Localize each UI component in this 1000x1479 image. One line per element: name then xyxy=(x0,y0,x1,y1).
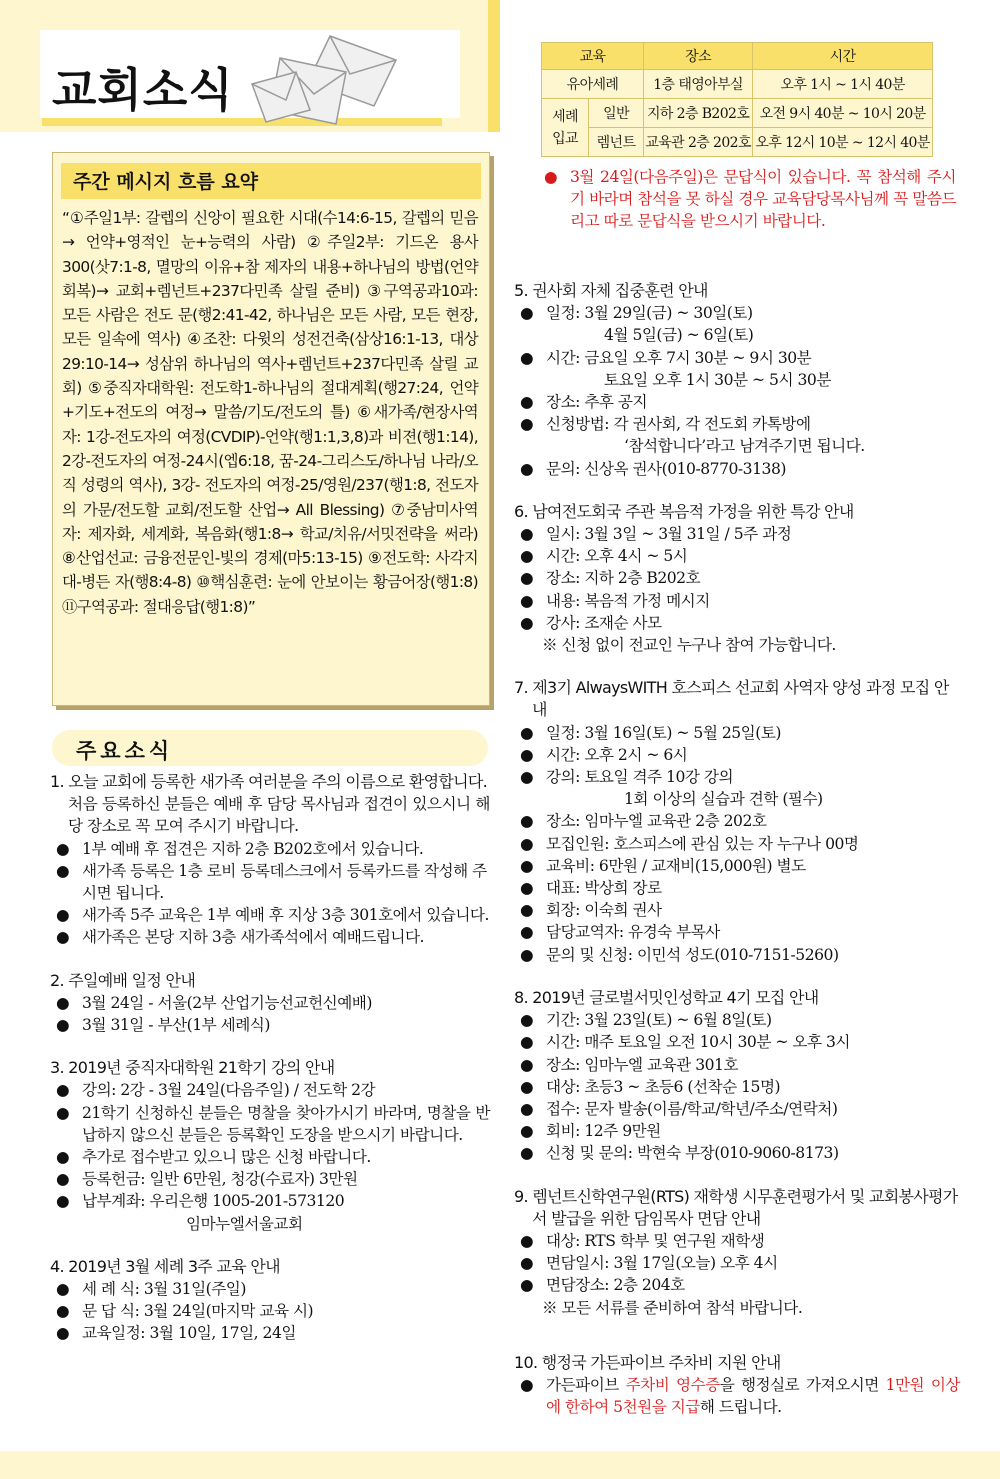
bullet-dot-icon: ● xyxy=(520,459,534,478)
list-item: ● 회장: 이숙희 권사 xyxy=(514,899,960,921)
list-item: ● 장소: 추후 공지 xyxy=(514,391,960,413)
bullet-dot-icon: ● xyxy=(520,901,534,920)
bullet-dot-icon: ● xyxy=(520,879,534,898)
baptism-schedule-table xyxy=(541,42,933,157)
list-item: ● 시간: 금요일 오후 7시 30분 ~ 9시 30분 xyxy=(514,347,960,369)
list-item: 4월 5일(금) ~ 6일(토) xyxy=(604,326,754,345)
list-item: ● 일시: 3월 3일 ~ 3월 31일 / 5주 과정 xyxy=(514,523,960,545)
list-item: ● 장소: 임마누엘 교육관 301호 xyxy=(514,1054,960,1076)
bullet-dot-icon: ● xyxy=(520,745,534,764)
list-item: ※ 모든 서류를 준비하여 참석 바랍니다. xyxy=(542,1298,803,1317)
news-item-heading: 10. 행정국 가든파이브 주차비 지원 안내 xyxy=(514,1353,781,1372)
list-item: ● 3월 24일(다음주일)은 문답식이 있습니다. 꼭 참석해 주시기 바라며 참석을 못 하실 경우 교육담당목사님께 꼭 말씀드리고 따로 문답식을 받으시기 바랍니다. xyxy=(544,168,956,231)
bullet-dot-icon: ● xyxy=(56,928,70,947)
news-item-heading: 9. 렘넌트신학연구원(RTS) 재학생 시무훈련평가서 및 교회봉사평가서 발급을 위한 담임목사 면담 안내 xyxy=(514,1186,958,1228)
bullet-dot-icon: ● xyxy=(520,1011,534,1030)
bullet-dot-icon: ● xyxy=(520,525,534,544)
table-row-label: 세례 입교 xyxy=(542,99,589,157)
list-item: ● 문의: 신상옥 권사(010-8770-3138) xyxy=(514,458,960,480)
bullet-dot-icon: ● xyxy=(56,839,70,858)
list-item: 1회 이상의 실습과 견학 (필수) xyxy=(624,790,823,809)
news-item-heading: 3. 2019년 중직자대학원 21학기 강의 안내 xyxy=(50,1058,335,1078)
account-holder: 임마누엘서울교회 xyxy=(186,1214,303,1233)
bullet-dot-icon: ● xyxy=(520,1376,534,1395)
list-item: ● 대상: 초등3 ~ 초등6 (선착순 15명) xyxy=(514,1076,960,1098)
bullet-dot-icon: ● xyxy=(56,1302,70,1321)
list-item: ● 모집인원: 호스피스에 관심 있는 자 누구나 00명 xyxy=(514,833,960,855)
bullet-dot-icon: ● xyxy=(520,812,534,831)
right-news-column xyxy=(514,280,960,1340)
list-item: ※ 신청 없이 전교인 누구나 참여 가능합니다. xyxy=(542,636,836,655)
bullet-dot-icon: ● xyxy=(520,768,534,787)
bullet-dot-icon: ● xyxy=(56,1170,70,1189)
list-item: ● 접수: 문자 발송(이름/학교/학년/주소/연락처) xyxy=(514,1098,960,1120)
list-item: ● 신청방법: 각 권사회, 각 전도회 카톡방에 xyxy=(514,413,960,435)
news-item-heading: 5. 권사회 자체 집중훈련 안내 xyxy=(514,281,708,300)
bullet-dot-icon: ● xyxy=(520,348,534,367)
news-item-5 xyxy=(514,280,960,480)
weekly-message-body: “①주일1부: 갈렙의 신앙이 필요한 시대(수14:6-15, 갈렙의 믿음→ 언약+영적인 눈+능력의 사람) ②주일2부: 기드온 용사 300(삿7:1-8, 멸망의 이유+참 제자의 내용+하나님의 방법(언약회복)→ 교회+렘넌트+237다민족 살릴 준비) ③구역공과10과: 모든 사람은 전도 문(행2:41-42, 하나님은 모든 사람, 모든 현장, 모든 일속에 역사) ④조찬: 다윗의 성전건축(삼상16:1-13, 대상29:10-14→ 성삼위 하나님의 역사+렘넌트+237다민족 살릴 교회) ⑤중직자대학원: 전도학1-하나님의 절대계획(행27:24, 언약+기도+전도의 여정→ 말씀/기도/전도의 틀) ⑥새가족/현장사역자: 1강-전도자의 여정(CVDIP)-언약(행1:1,3,8)과 비젼(행1:14), 2강-전도자의 여정-24시(엡6:18, 꿈-24-그리스도/하나님 나라/오직 성령의 역사), 3강- 전도자의 여정-25/영원/237(행1:8, 전도자의 가문/전도할 교회/전도할 산업→ All Blessing) ⑦중남미사역자: 제자화, 세계화, 복음화(행1:8→ 학교/치유/서밋전략을 써라) ⑧산업선교: 금융전문인-빛의 경제(마5:13-15) ⑨전도학: 사각지대-병든 자(행8:4-8) ⑩핵심훈련: 눈에 안보이는 황금어장(행1:8) ⑪구역공과: 절대응답(행1:8)” xyxy=(62,209,478,616)
news-item-9 xyxy=(514,1186,960,1319)
table-header: 장소 xyxy=(644,43,753,70)
list-item: ● 3월 24일 - 서울(2부 산업기능선교헌신예배) xyxy=(50,992,490,1014)
bullet-dot-icon: ● xyxy=(520,1231,534,1250)
list-item: ● 추가로 접수받고 있으니 많은 신청 바랍니다. xyxy=(50,1146,490,1168)
news-item-2 xyxy=(50,970,490,1037)
news-item-8 xyxy=(514,987,960,1165)
list-item: ● 세 례 식: 3월 31일(주일) xyxy=(50,1278,490,1300)
news-item-heading: 1. 오늘 교회에 등록한 새가족 여러분을 주의 이름으로 환영합니다. xyxy=(50,772,487,791)
news-item-7 xyxy=(514,677,960,966)
bullet-dot-icon: ● xyxy=(520,591,534,610)
bullet-dot-icon: ● xyxy=(520,834,534,853)
bullet-dot-icon: ● xyxy=(520,945,534,964)
weekly-message-title: 주간 메시지 흐름 요약 xyxy=(73,171,259,193)
list-item: ● 교육비: 6만원 / 교재비(15,000원) 별도 xyxy=(514,855,960,877)
bullet-dot-icon: ● xyxy=(520,1254,534,1273)
list-item: ● 내용: 복음적 가정 메시지 xyxy=(514,590,960,612)
bullet-dot-icon: ● xyxy=(56,1081,70,1100)
table-header: 교육 xyxy=(542,43,644,70)
bullet-dot-icon: ● xyxy=(56,1280,70,1299)
list-item: ● 새가족 5주 교육은 1부 예배 후 지상 3층 301호에서 있습니다. xyxy=(50,904,490,926)
list-item: ● 일정: 3월 29일(금) ~ 30일(토) xyxy=(514,302,960,324)
news-item-text: 처음 등록하신 분들은 예배 후 담당 목사님과 접견이 있으시니 해당 장소로 꼭 모여 주시기 바랍니다. xyxy=(68,795,490,836)
news-item-heading: 6. 남여전도회국 주관 복음적 가정을 위한 특강 안내 xyxy=(514,501,854,521)
bullet-dot-icon: ● xyxy=(56,906,70,925)
header-tab xyxy=(488,0,500,132)
list-item: ● 대상: RTS 학부 및 연구원 재학생 xyxy=(514,1230,960,1252)
list-item: ● 시간: 오후 4시 ~ 5시 xyxy=(514,545,960,567)
list-item: ● 면담일시: 3월 17일(오늘) 오후 4시 xyxy=(514,1252,960,1274)
bullet-dot-icon: ● xyxy=(520,569,534,588)
bullet-dot-icon: ● xyxy=(544,168,558,186)
list-item: ● 등록헌금: 일반 6만원, 청강(수료자) 3만원 xyxy=(50,1168,490,1190)
list-item: ‘참석합니다’라고 남겨주기면 됩니다. xyxy=(624,437,865,456)
bullet-dot-icon: ● xyxy=(520,613,534,632)
list-item: ● 가든파이브 주차비 영수증을 행정실로 가져오시면 1만원 이상에 한하여 5천원을 지급해 드립니다. xyxy=(520,1376,960,1417)
table-row: 유아세례 1층 태영아부실 오후 1시 ~ 1시 40분 xyxy=(542,70,933,99)
bullet-dot-icon: ● xyxy=(520,1276,534,1295)
list-item: ● 강의: 2강 - 3월 24일(다음주일) / 전도학 2강 xyxy=(50,1079,490,1101)
bullet-dot-icon: ● xyxy=(56,993,70,1012)
list-item: ● 문의 및 신청: 이민석 성도(010-7151-5260) xyxy=(514,944,960,966)
news-item-heading: 7. 제3기 AlwaysWITH 호스피스 선교회 사역자 양성 과정 모집 안내 xyxy=(514,678,949,720)
news-section-title: 주요소식 xyxy=(76,739,174,763)
list-item: ● 일정: 3월 16일(토) ~ 5월 25일(토) xyxy=(514,722,960,744)
list-item: ● 장소: 지하 2층 B202호 xyxy=(514,567,960,589)
list-item: ● 담당교역자: 유경숙 부목사 xyxy=(514,921,960,943)
table-row: 세례 입교 일반 지하 2층 B202호 오전 9시 40분 ~ 10시 20분 xyxy=(542,99,933,128)
baptism-note xyxy=(538,166,956,233)
bullet-dot-icon: ● xyxy=(56,1103,70,1122)
bullet-dot-icon: ● xyxy=(520,1144,534,1163)
list-item: ● 시간: 매주 토요일 오전 10시 30분 ~ 오후 3시 xyxy=(514,1031,960,1053)
list-item: ● 시간: 오후 2시 ~ 6시 xyxy=(514,744,960,766)
bullet-dot-icon: ● xyxy=(520,1099,534,1118)
news-item-3 xyxy=(50,1057,490,1235)
news-item-heading: 4. 2019년 3월 세례 3주 교육 안내 xyxy=(50,1256,280,1276)
list-item: ● 1부 예배 후 접견은 지하 2층 B202호에서 있습니다. xyxy=(50,838,490,860)
news-item-6 xyxy=(514,501,960,656)
list-item: 토요일 오후 1시 30분 ~ 5시 30분 xyxy=(604,370,831,389)
bullet-dot-icon: ● xyxy=(520,415,534,434)
bullet-dot-icon: ● xyxy=(56,861,70,880)
bottom-band xyxy=(0,1451,1000,1479)
table-header: 시간 xyxy=(753,43,933,70)
bullet-dot-icon: ● xyxy=(520,304,534,323)
bullet-dot-icon: ● xyxy=(56,1016,70,1035)
news-item-1 xyxy=(50,771,490,949)
list-item: ● 3월 31일 - 부산(1부 세례식) xyxy=(50,1014,490,1036)
bullet-dot-icon: ● xyxy=(520,923,534,942)
bullet-dot-icon: ● xyxy=(56,1324,70,1343)
news-item-heading: 2. 주일예배 일정 안내 xyxy=(50,970,196,990)
list-item: ● 새가족 등록은 1층 로비 등록데스크에서 등록카드를 작성해 주시면 됩니다. xyxy=(56,861,487,903)
list-item: ● 교육일정: 3월 10일, 17일, 24일 xyxy=(50,1322,490,1344)
bullet-dot-icon: ● xyxy=(56,1192,70,1211)
bullet-dot-icon: ● xyxy=(520,547,534,566)
list-item: ● 장소: 임마누엘 교육관 2층 202호 xyxy=(514,810,960,832)
list-item: ● 21학기 신청하신 분들은 명찰을 찾아가시기 바라며, 명찰을 반납하지 않으신 분들은 등록확인 도장을 받으시기 바랍니다. xyxy=(56,1103,490,1144)
list-item: ● 새가족은 본당 지하 3층 새가족석에서 예배드립니다. xyxy=(50,926,490,948)
list-item: ● 면담장소: 2층 204호 xyxy=(514,1274,960,1296)
bullet-dot-icon: ● xyxy=(56,1148,70,1167)
news-item-4 xyxy=(50,1256,490,1345)
bullet-dot-icon: ● xyxy=(520,1033,534,1052)
list-item: ● 강의: 토요일 격주 10강 강의 xyxy=(514,766,960,788)
bullet-dot-icon: ● xyxy=(520,856,534,875)
list-item: ● 문 답 식: 3월 24일(마지막 교육 시) xyxy=(50,1300,490,1322)
bullet-dot-icon: ● xyxy=(520,723,534,742)
list-item: ● 회비: 12주 9만원 xyxy=(514,1120,960,1142)
bullet-dot-icon: ● xyxy=(520,1055,534,1074)
news-item-10 xyxy=(514,1352,960,1419)
page-title: 교회소식 xyxy=(52,63,234,117)
envelope-icon xyxy=(250,32,400,132)
table-row: 렘넌트 교육관 2층 202호 오후 12시 10분 ~ 12시 40분 xyxy=(542,128,933,157)
list-item: ● 신청 및 문의: 박현숙 부장(010-9060-8173) xyxy=(514,1142,960,1164)
bullet-dot-icon: ● xyxy=(520,393,534,412)
bullet-dot-icon: ● xyxy=(520,1122,534,1141)
news-item-heading: 8. 2019년 글로벌서밋인성학교 4기 모집 안내 xyxy=(514,987,819,1007)
bullet-dot-icon: ● xyxy=(520,1077,534,1096)
list-item: ● 대표: 박상희 장로 xyxy=(514,877,960,899)
left-news-column xyxy=(50,771,490,1366)
list-item: ● 강사: 조재순 사모 xyxy=(514,612,960,634)
list-item: ● 납부계좌: 우리은행 1005-201-573120 xyxy=(50,1190,490,1212)
list-item: ● 기간: 3월 23일(토) ~ 6월 8일(토) xyxy=(514,1009,960,1031)
